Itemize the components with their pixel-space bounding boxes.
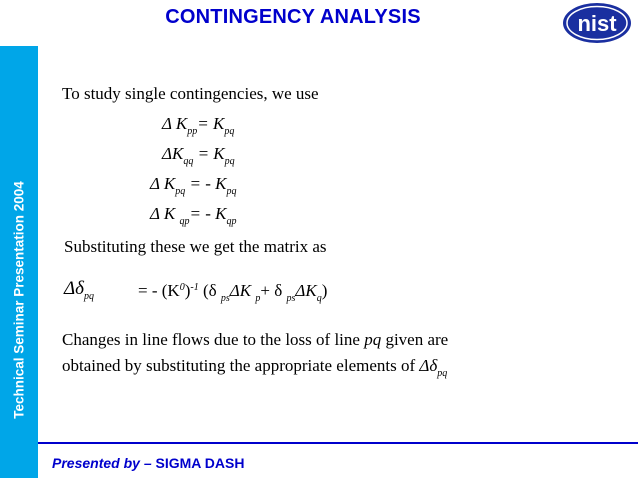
page-title: CONTINGENCY ANALYSIS (165, 6, 421, 28)
matrix-lhs: $\Delta\delta_{pq}$ (64, 278, 94, 302)
footer-divider (38, 442, 638, 444)
equation-1: Δ $K_{pp}= K_{pq}$ (162, 114, 235, 137)
changes-line-2: obtained by substituting the appropriate elements of $\Delta\delta_{pq}$ (62, 356, 448, 379)
logo-text: nist (577, 11, 617, 36)
equation-3: Δ $K_{pq}$ = - $K_{pq}$ (150, 174, 237, 197)
sidebar-text: Technical Seminar Presentation 2004 (11, 181, 27, 419)
header (0, 0, 638, 46)
footer-presenter: Presented by – SIGMA DASH (52, 455, 245, 471)
intro-text: To study single contingencies, we use (62, 84, 319, 103)
sidebar (0, 46, 38, 478)
equation-4: Δ K $_{qp}= - K_{qp}$ (150, 204, 237, 227)
equation-2: $\Delta K_{qq} = K_{pq}$ (162, 144, 235, 167)
changes-line-1: Changes in line flows due to the loss of line pq given are (62, 330, 449, 349)
matrix-equation: = - $(K^0)^{-1}$ (δ $_{ps}$ΔK $_p$+ δ $_{ps}\Delta K_q$) (138, 281, 328, 304)
substituting-text: Substituting these we get the matrix as (64, 237, 327, 256)
nist-logo (562, 2, 632, 44)
